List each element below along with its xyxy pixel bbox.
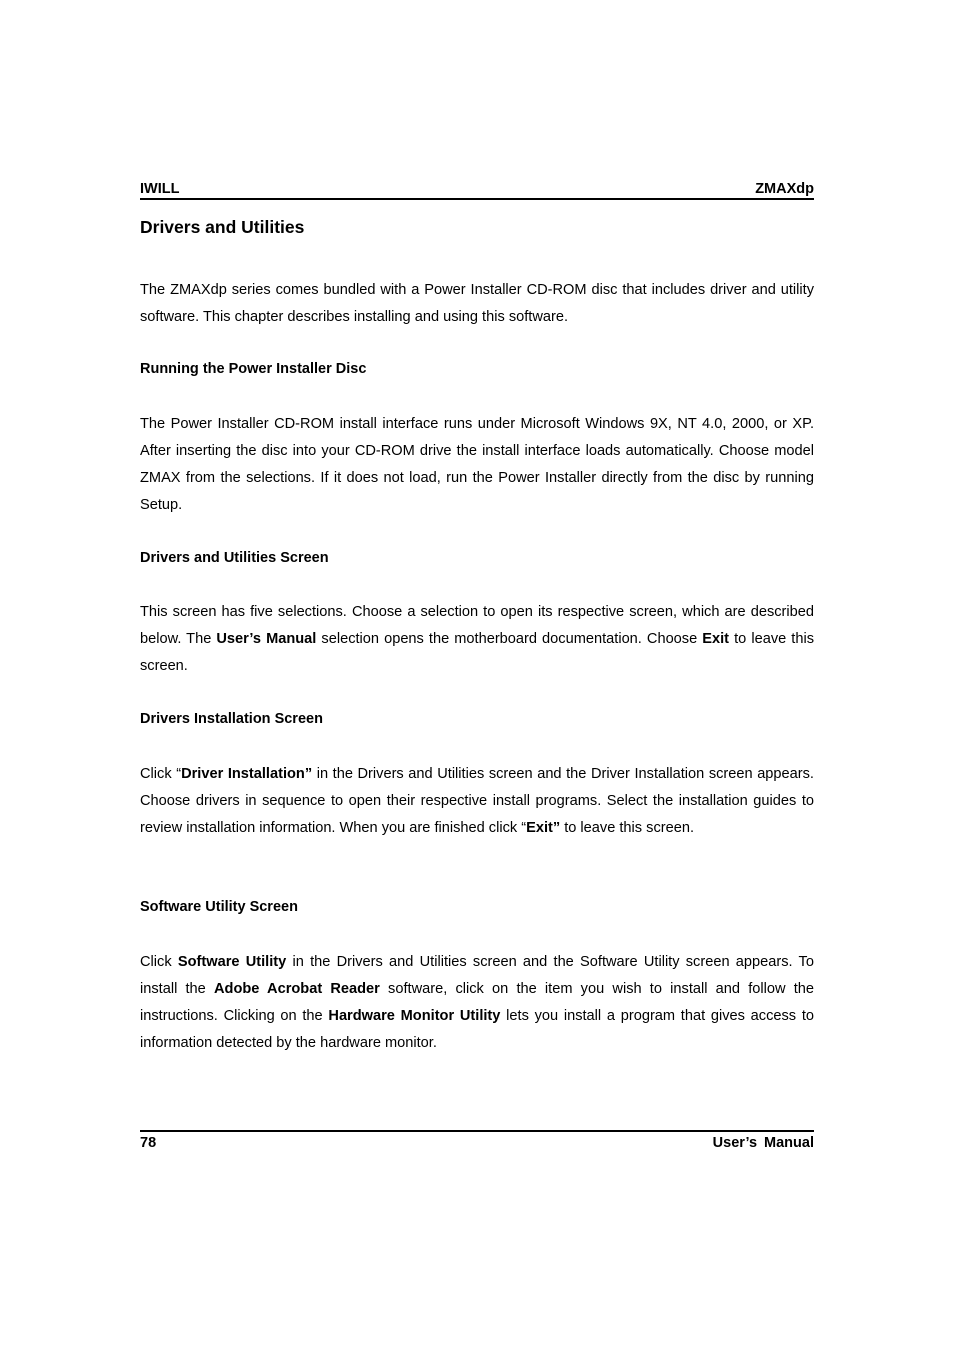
intro-paragraph: The ZMAXdp series comes bundled with a Power Installer CD-ROM disc that includes driver and utility software. This chapter describes installing and using this software. — [140, 282, 814, 325]
footer-manual-label: User’s Manual — [712, 1135, 814, 1151]
drivers-installation-paragraph: Click “Driver Installation” in the Drivers and Utilities screen and the Driver Installation screen appears. Choose drivers in sequence to open their respective install programs. Select the installation guides to review installation information. When you are finished click “Exit” to leave this screen. — [140, 766, 814, 836]
header-model: ZMAXdp — [755, 181, 814, 197]
manual-page — [140, 0, 814, 1351]
heading-software-utility-screen: Software Utility Screen — [140, 899, 298, 915]
exit-term: Exit — [702, 630, 730, 647]
users-manual-term: User’s Manual — [216, 630, 317, 647]
driver-installation-term: Driver Installation” — [181, 766, 313, 782]
running-installer-paragraph: The Power Installer CD-ROM install interface runs under Microsoft Windows 9X, NT 4.0, 2000, or XP. After inserting the disc into your CD-ROM drive the install interface loads automatically. Choose model ZMAX from the selections. If it does not load, run the Power Installer directly from the disc by running Setup. — [140, 416, 814, 513]
drivers-utilities-paragraph: This screen has five selections. Choose a selection to open its respective screen, which are described below. The User’s Manual selection opens the motherboard documentation. Choose Exit to leave this screen. — [140, 604, 815, 674]
exit-term: Exit” — [526, 819, 561, 836]
page-header — [140, 181, 814, 200]
heading-running-installer: Running the Power Installer Disc — [140, 361, 367, 377]
header-brand: IWILL — [140, 181, 180, 197]
software-utility-term: Software Utility — [177, 954, 287, 970]
page-footer — [140, 1130, 814, 1154]
software-utility-paragraph: Click Software Utility in the Drivers and Utilities screen and the Software Utility screen appears. To install the Adobe Acrobat Reader software, click on the item you wish to install and follow the instructions. Clicking on the Hardware Monitor Utility lets you install a program that gives access to information detected by the hardware monitor. — [140, 954, 814, 1051]
heading-drivers-installation-screen: Drivers Installation Screen — [140, 711, 323, 727]
adobe-acrobat-term: Adobe Acrobat Reader — [213, 980, 380, 997]
page-number: 78 — [140, 1135, 157, 1151]
hardware-monitor-term: Hardware Monitor Utility — [328, 1007, 501, 1024]
page-title: Drivers and Utilities — [140, 217, 305, 237]
heading-drivers-utilities-screen: Drivers and Utilities Screen — [140, 550, 329, 566]
